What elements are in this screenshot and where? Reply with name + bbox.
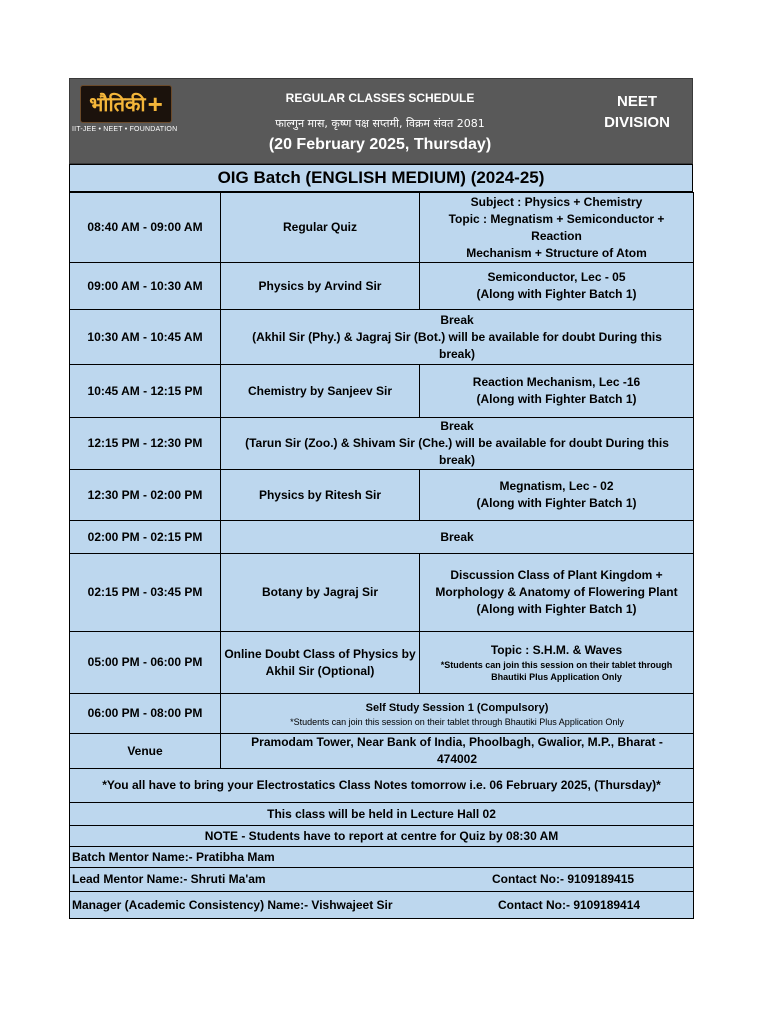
- table-row: [70, 470, 694, 521]
- subject-line: Akhil Sir (Optional): [265, 663, 375, 678]
- topic-line: Semiconductor, Lec - 05: [487, 270, 626, 284]
- time-cell: 12:30 PM - 02:00 PM: [70, 470, 221, 521]
- venue-line: Pramodam Tower, Near Bank of India, Phoolbagh, Gwalior, M.P., Bharat -: [251, 735, 663, 749]
- subject-line: Online Doubt Class of Physics by: [224, 646, 416, 661]
- topic-line: Topic : S.H.M. & Waves: [490, 643, 623, 657]
- time-cell: 09:00 AM - 10:30 AM: [70, 263, 221, 310]
- topic-note-line: *Students can join this session on their tablet through: [440, 660, 673, 670]
- topic-line: Subject : Physics + Chemistry: [470, 194, 643, 209]
- topic-line: (Along with Fighter Batch 1): [476, 392, 637, 406]
- venue-line: 474002: [436, 752, 478, 766]
- time-cell: 12:15 PM - 12:30 PM: [70, 418, 221, 470]
- manager-contact: Contact No:- 9109189414: [498, 897, 641, 912]
- header-banner: [69, 78, 693, 164]
- subject-cell: [221, 632, 420, 694]
- break-line: break): [438, 346, 476, 361]
- topic-line: Megnatism, Lec - 02: [499, 479, 614, 493]
- note-row: [70, 769, 694, 803]
- time-cell: 06:00 PM - 08:00 PM: [70, 694, 221, 734]
- lecture-hall-note: This class will be held in Lecture Hall 02: [70, 803, 694, 826]
- table-row: [70, 694, 694, 734]
- division-line-2: DIVISION: [604, 114, 670, 131]
- topic-line: (Along with Fighter Batch 1): [476, 287, 637, 301]
- logo-tagline: IIT-JEE • NEET • FOUNDATION: [72, 126, 178, 133]
- self-study-label: Self Study Session 1 (Compulsory): [365, 701, 549, 714]
- topic-cell: [420, 365, 694, 418]
- bring-notes-message: *You all have to bring your Electrostatics Class Notes tomorrow i.e. 06 February 2025, (Thursday)*: [70, 769, 694, 803]
- manager-name: Manager (Academic Consistency) Name:- Vishwajeet Sir: [72, 897, 393, 912]
- subject-cell: Physics by Arvind Sir: [221, 263, 420, 310]
- mentor-row: [70, 892, 694, 919]
- table-row: [70, 521, 694, 554]
- topic-line: Topic : Megnatism + Semiconductor + Reaction: [448, 211, 665, 243]
- break-cell: [221, 310, 694, 365]
- time-cell: 05:00 PM - 06:00 PM: [70, 632, 221, 694]
- schedule-sheet: [69, 78, 693, 919]
- subject-cell: Chemistry by Sanjeev Sir: [221, 365, 420, 418]
- venue-row: [70, 734, 694, 769]
- time-cell: 08:40 AM - 09:00 AM: [70, 193, 221, 263]
- subject-cell: Physics by Ritesh Sir: [221, 470, 420, 521]
- schedule-table: [69, 192, 694, 919]
- division-line-1: NEET: [616, 93, 657, 110]
- batch-title: OIG Batch (ENGLISH MEDIUM) (2024-25): [69, 164, 693, 192]
- manager-cell: [70, 892, 694, 919]
- topic-cell: [420, 632, 694, 694]
- schedule-date: (20 February 2025, Thursday): [268, 136, 492, 153]
- brand-logo: [80, 85, 172, 123]
- topic-note-line: Bhautiki Plus Application Only: [491, 672, 622, 682]
- lead-mentor-cell: [70, 868, 694, 892]
- mentor-row: [70, 847, 694, 868]
- lead-mentor-contact: Contact No:- 9109189415: [492, 872, 635, 886]
- batch-mentor: Batch Mentor Name:- Pratibha Mam: [70, 847, 694, 868]
- break-cell: [221, 521, 694, 554]
- hindi-calendar-date: फाल्गुन मास, कृष्ण पक्ष सप्तमी, विक्रम संवत 2081: [275, 117, 485, 130]
- time-cell: 10:45 AM - 12:15 PM: [70, 365, 221, 418]
- lead-mentor: Lead Mentor Name:- Shruti Ma'am: [72, 872, 266, 886]
- table-row: [70, 418, 694, 470]
- time-cell: 02:15 PM - 03:45 PM: [70, 554, 221, 632]
- venue-address: [221, 734, 694, 769]
- time-cell: 10:30 AM - 10:45 AM: [70, 310, 221, 365]
- topic-line: (Along with Fighter Batch 1): [476, 602, 637, 616]
- division-label: [582, 91, 692, 133]
- topic-line: Morphology & Anatomy of Flowering Plant: [435, 585, 678, 599]
- break-line: (Tarun Sir (Zoo.) & Shivam Sir (Che.) will be available for doubt During this: [245, 436, 669, 450]
- table-row: [70, 632, 694, 694]
- self-study-cell: [221, 694, 694, 734]
- note-row: [70, 826, 694, 847]
- logo-wordmark: भौतिकी: [89, 92, 146, 116]
- time-cell: 02:00 PM - 02:15 PM: [70, 521, 221, 554]
- table-row: [70, 310, 694, 365]
- topic-cell: [420, 470, 694, 521]
- break-cell: [221, 418, 694, 470]
- topic-line: Discussion Class of Plant Kingdom +: [450, 568, 663, 582]
- break-line: Break: [440, 312, 474, 327]
- topic-line: Reaction Mechanism, Lec -16: [472, 375, 641, 389]
- topic-cell: [420, 193, 694, 263]
- note-row: [70, 803, 694, 826]
- table-row: [70, 365, 694, 418]
- report-time-note: NOTE - Students have to report at centre for Quiz by 08:30 AM: [70, 826, 694, 847]
- table-row: [70, 193, 694, 263]
- break-line: Break: [440, 529, 474, 544]
- break-line: break): [438, 453, 476, 467]
- mentor-row: [70, 868, 694, 892]
- topic-cell: [420, 554, 694, 632]
- topic-line: Mechanism + Structure of Atom: [466, 245, 647, 260]
- self-study-note: *Students can join this session on their tablet through Bhautiki Plus Application Only: [290, 716, 624, 727]
- subject-cell: Regular Quiz: [221, 193, 420, 263]
- venue-label: Venue: [70, 734, 221, 769]
- schedule-title: REGULAR CLASSES SCHEDULE: [285, 91, 475, 105]
- topic-line: (Along with Fighter Batch 1): [476, 496, 637, 510]
- topic-cell: [420, 263, 694, 310]
- logo-plus-icon: +: [147, 89, 163, 119]
- table-row: [70, 554, 694, 632]
- subject-cell: Botany by Jagraj Sir: [221, 554, 420, 632]
- break-line: Break: [440, 419, 474, 433]
- break-line: (Akhil Sir (Phy.) & Jagraj Sir (Bot.) will be available for doubt During this: [252, 329, 662, 344]
- table-row: [70, 263, 694, 310]
